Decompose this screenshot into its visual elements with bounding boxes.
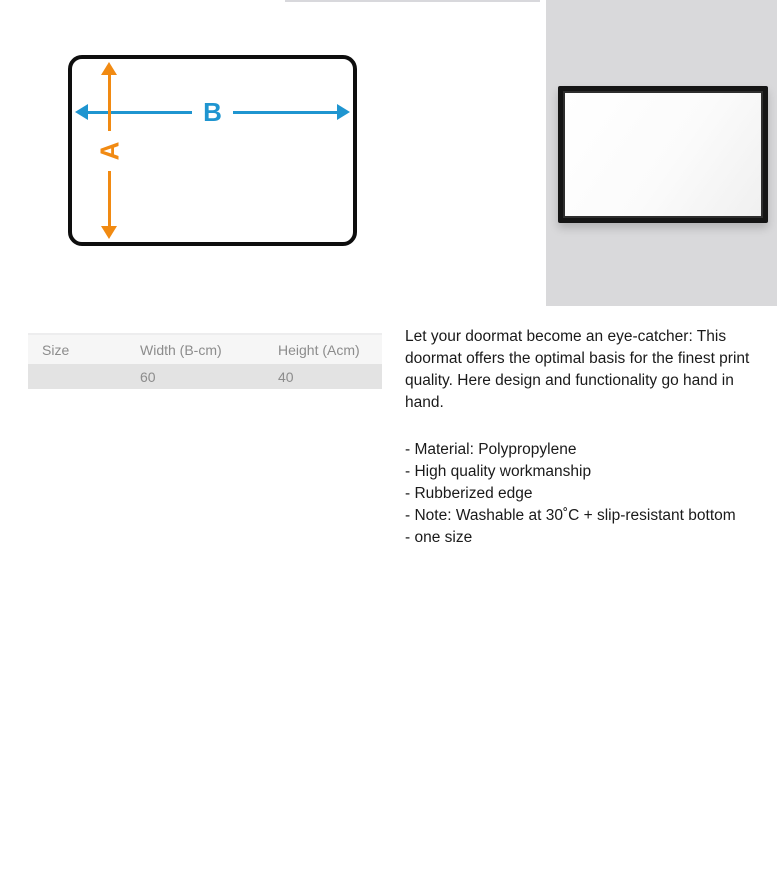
doormat-product-image[interactable] <box>558 86 768 223</box>
arrow-right-icon <box>337 104 350 120</box>
size-table <box>28 333 382 389</box>
table-row <box>28 364 382 389</box>
product-photo-panel <box>546 0 777 306</box>
product-description <box>405 326 750 549</box>
cell-width: 60 <box>140 368 156 385</box>
width-label: B <box>203 97 222 127</box>
bullet-material: - Material: Polypropylene <box>405 441 577 458</box>
height-label <box>94 131 124 171</box>
column-header-height: Height (Acm) <box>278 341 360 358</box>
bullet-workmanship: - High quality workmanship <box>405 463 592 480</box>
description-bullet-list <box>405 439 750 549</box>
description-intro: Let your doormat become an eye-catcher: This doormat offers the optimal basis for the finest print quality. Here design and functionality go hand in hand. <box>405 328 750 411</box>
doormat-print-surface <box>565 93 761 216</box>
width-arrow-line <box>233 111 337 114</box>
arrow-down-icon <box>101 226 117 239</box>
height-dimension-arrow <box>94 62 124 239</box>
cell-height: 40 <box>278 368 294 385</box>
column-header-size: Size <box>42 341 70 358</box>
cropped-top-divider <box>285 0 540 2</box>
bullet-one-size: - one size <box>405 529 473 546</box>
bullet-edge: - Rubberized edge <box>405 485 533 502</box>
height-arrow-line <box>108 75 111 131</box>
bullet-note: - Note: Washable at 30˚C + slip-resistant bottom <box>405 507 736 524</box>
size-table-header-row <box>28 333 382 364</box>
arrow-up-icon <box>101 62 117 75</box>
height-arrow-line <box>108 171 111 227</box>
arrow-left-icon <box>75 104 88 120</box>
height-label-text: A <box>94 141 124 160</box>
size-diagram <box>68 55 357 246</box>
column-header-width: Width (B-cm) <box>140 341 222 358</box>
